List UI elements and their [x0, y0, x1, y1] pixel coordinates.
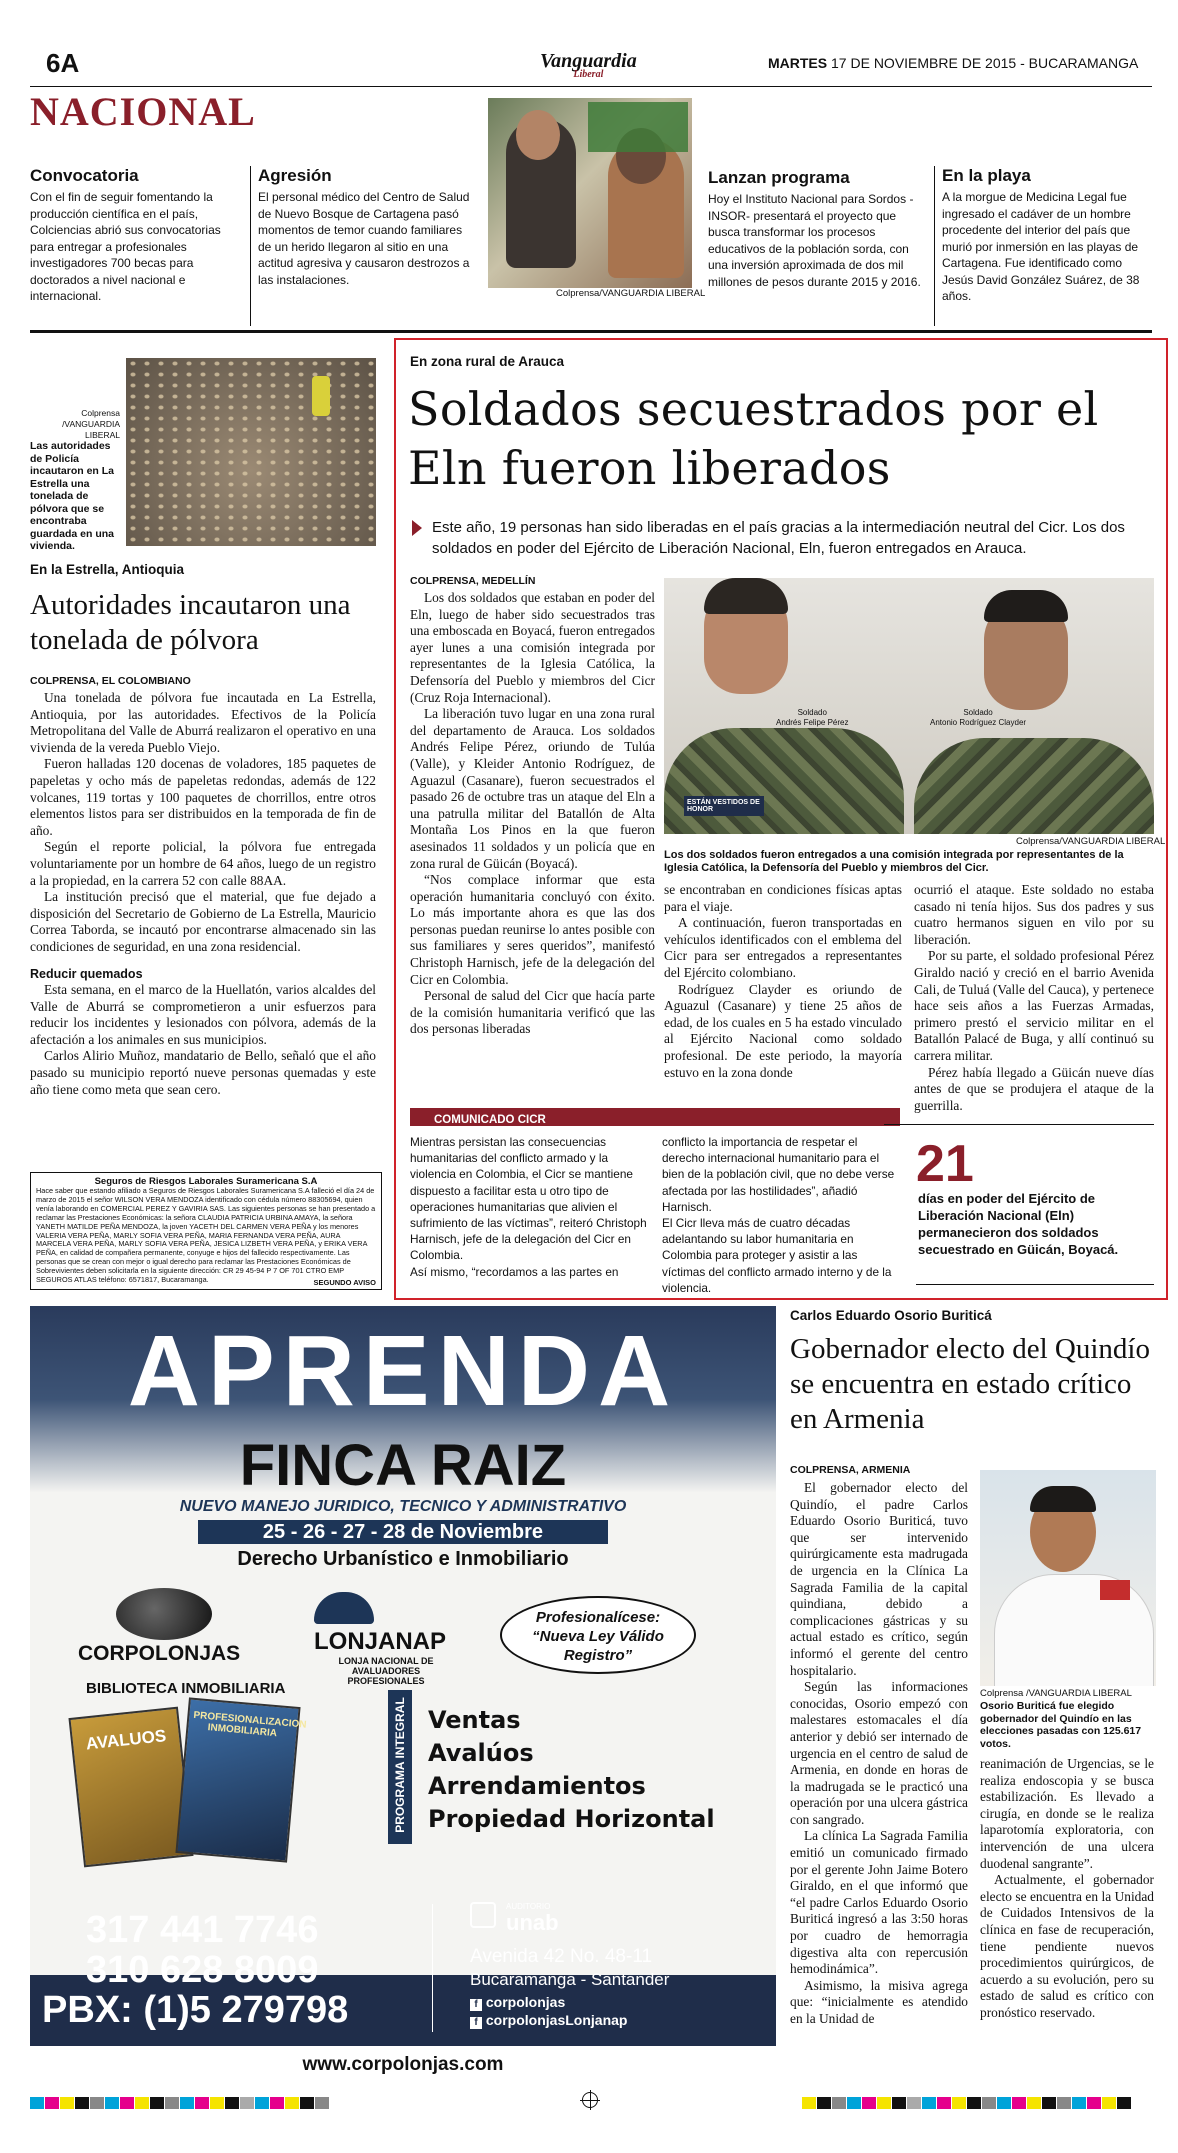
- page-number: 6A: [46, 48, 80, 78]
- sign-language-photo: [488, 98, 692, 288]
- governor-photo: [980, 1470, 1156, 1686]
- ad-library: BIBLIOTECA INMOBILIARIA: [86, 1680, 286, 1697]
- gov-col-1: [790, 1480, 968, 2028]
- main-col-2: [664, 882, 902, 1081]
- ad-pbx: PBX: (1)5 279798: [42, 1989, 349, 2031]
- comunicado-title: COMUNICADO CICR: [434, 1114, 546, 1126]
- book-title: PROFESIONALIZACION INMOBILIARIA: [192, 1709, 307, 1740]
- unab-logo: [470, 1902, 496, 1928]
- paragraph: Los dos soldados que estaban en poder del Eln, luego de haber sido secuestrados tras una emboscada en Boyacá, fueron entregados ayer lunes a una comisión integrada por representantes de la Iglesia Católica, la Defensoría del Pueblo y miembros del Cicr (Cruz Roja Internacional).: [410, 590, 655, 705]
- ad-address: Avenida 42 No. 48-11: [470, 1946, 653, 1967]
- gov-col-2: [980, 1756, 1154, 2022]
- issue-day: MARTES: [768, 55, 828, 71]
- brief-en-la-playa: [942, 166, 1147, 305]
- photo-caption: Las autoridades de Policía incautaron en La Estrella una tonelada de pólvora que se encontraba guardada en una vivienda.: [30, 440, 115, 552]
- article-byline: COLPRENSA, EL COLOMBIANO: [30, 675, 191, 687]
- paragraph: reanimación de Urgencias, se le realiza endoscopia y se busca estabilización. Es llevado a cirugía, en donde se le realiza laparotomía exploratoria, con intervención de una ulcera duodenal sangrante”.: [980, 1756, 1154, 1871]
- brand-logo: [540, 52, 637, 80]
- ad-social-1: [470, 1994, 565, 2011]
- paragraph: Fueron halladas 120 docenas de voladores, 185 paquetes de papeletas y ocho más de papeletas redondas, además de 122 volcanes, 119 tortas y 100 paquetes de chorrillos, entre otros elementos listos para ser distribuidos en la temporada de fin de año.: [30, 756, 376, 838]
- paragraph: Pérez había llegado a Güicán nueve días antes de que se produjera el ataque de la guerrilla.: [914, 1064, 1154, 1113]
- ad-item: Ventas: [428, 1706, 521, 1734]
- corpolonjas-logo: [116, 1588, 212, 1640]
- photo-caption: Los dos soldados fueron entregados a una comisión integrada por representantes de la Iglesia Católica, la Defensoría del Pueblo y miembros del Cicr.: [664, 849, 1124, 874]
- ad-phone-1: 317 441 7746: [86, 1909, 319, 1951]
- brief-lanzan-programa: [708, 168, 930, 290]
- brief-convocatoria: [30, 166, 242, 305]
- ad-phone-2: 310 628 8009: [86, 1949, 319, 1991]
- gov-byline: COLPRENSA, ARMENIA: [790, 1464, 911, 1476]
- brief-title: En la playa: [942, 166, 1031, 185]
- article-headline: Autoridades incautaron una tonelada de pólvora: [30, 589, 351, 656]
- brief-agresion: [258, 166, 470, 288]
- comunicado-text: Mientras persistan las consecuencias humanitarias del conflicto armado y la violencia en Colombia, el Cicr se mantiene dispuesto a facilitar esta u otro tipo de operaciones humanitarias que alivien el sufrimiento de las víctimas”, reiteró Christoph Harnisch, jefe de la delegación del Cicr en Colombia.: [410, 1135, 647, 1263]
- photo-credit: Colprensa /VANGUARDIA LIBERAL: [62, 408, 120, 440]
- ad-item: Propiedad Horizontal: [428, 1805, 715, 1833]
- stat-number: 21: [916, 1135, 974, 1193]
- ad-brand-2: LONJANAP: [314, 1628, 447, 1655]
- paragraph: Esta semana, en el marco de la Huellatón, varios alcaldes del Valle de Aburrá se comprometieron a unir esfuerzos para reducir los incidentes y lesionados con pólvora, además de la afectación a los animales en sus municipios.: [30, 982, 376, 1047]
- label-role: Soldado: [797, 708, 827, 717]
- brief-text: El personal médico del Centro de Salud de Nuevo Bosque de Cartagena pasó momentos de temor cuando familiares de un herido llegaron al sitio en una actitud agresiva y causaron destrozos a las instalaciones.: [258, 190, 470, 287]
- paragraph: A continuación, fueron transportadas en vehículos identificados con el emblema del Cicr para ser entregados a representantes del Ejército colombiano.: [664, 915, 902, 980]
- main-kicker: En zona rural de Arauca: [410, 354, 565, 369]
- ad-social-2: [470, 2012, 627, 2029]
- paragraph: Asimismo, la misiva agrega que: “inicialmente es atendido en la Unidad de: [790, 1977, 968, 2026]
- paragraph: Una tonelada de pólvora fue incautada en La Estrella, Antioquia, por las autoridades. Efectivos de la Policía Metropolitana del Valle de Aburrá realizaron el operativo en una vivienda de la vereda Pueblo Viejo.: [30, 690, 376, 755]
- ad-title: APRENDA: [127, 1315, 679, 1427]
- paragraph: “Nos complace informar que esta operación humanitaria concluyó con éxito. Lo más importante ahora es que las dos personas puedan reunirse lo antes posible con sus familiares y seres queridos”, manifestó Christoph Harnisch, jefe de la delegación del Cicr en Colombia.: [410, 872, 655, 987]
- main-col-3: [914, 882, 1154, 1114]
- comunicado-header: [410, 1108, 900, 1126]
- paragraph: ocurrió el ataque. Este soldado no estaba casado ni tenía hijos. Sus dos padres y sus cuatro hermanos siguen en vilo por su liberación.: [914, 882, 1154, 947]
- paragraph: El gobernador electo del Quindío, el padre Carlos Eduardo Osorio Buriticá, tuvo que ser intervenido quirúrgicamente esta madrugada de urgencia en la Clínica La Sagrada Familia de la capital quindiana, debido a complicaciones gástricas y su actual estado es crítico, según informó el gerente del centro hospitalario.: [790, 1480, 968, 1678]
- brief-title: Agresión: [258, 166, 332, 185]
- ad-finca-raiz: [30, 1306, 776, 2084]
- photo-credit: Colprensa /VANGUARDIA LIBERAL: [980, 1688, 1132, 1699]
- ad-tagline: NUEVO MANEJO JURIDICO, TECNICO Y ADMINISTRATIVO: [179, 1498, 627, 1515]
- main-col-1: [410, 590, 655, 1038]
- ad-subtitle: FINCA RAIZ: [239, 1433, 567, 1498]
- paragraph: Actualmente, el gobernador electo se encuentra en la Unidad de Cuidados Intensivos de la clínica en fase de recuperación, tiene pendiente nuevos procedimientos quirúrgicos, de acuerdo a su evolución, pero su estado de salud es crítico con pronóstico reservado.: [980, 1872, 1154, 2020]
- notice-footer: SEGUNDO AVISO: [313, 1278, 376, 1287]
- print-color-bar-right: [802, 2094, 1132, 2113]
- ad-dates: 25 - 26 - 27 - 28 de Noviembre: [198, 1520, 608, 1544]
- brand-sub: Liberal: [573, 69, 604, 80]
- main-headline: Soldados secuestrados por el Eln fueron liberados: [408, 382, 1099, 495]
- ad-item: Arrendamientos: [428, 1772, 646, 1800]
- ad-brand-1: CORPOLONJAS: [78, 1642, 241, 1665]
- main-byline: COLPRENSA, MEDELLÍN: [410, 575, 536, 587]
- main-deck: Este año, 19 personas han sido liberadas en el país gracias a la intermediación neutral del Cicr. Los dos soldados en poder del Ejército de Liberación Nacional, Eln, fueron entregados en Arauca.: [432, 519, 1125, 557]
- brief-text: A la morgue de Medicina Legal fue ingresado el cadáver de un hombre procedente del interior del país que murió por inmersión en las playas de Cartagena. Fue identificado como Jesús David González Suárez, de 38 años.: [942, 190, 1140, 303]
- soldiers-photo: [664, 578, 1154, 834]
- facebook-icon: f: [470, 1999, 482, 2011]
- ad-vertical-label: PROGRAMA INTEGRAL: [393, 1697, 407, 1833]
- paragraph: Personal de salud del Cicr que hacía parte de la comisión humanitaria verificó que las dos personas liberadas: [410, 988, 655, 1037]
- paragraph: Carlos Alirio Muñoz, mandatario de Bello, señaló que el año pasado su municipio reportó nueve personas quemadas y este año tiene como meta que sean cero.: [30, 1048, 376, 1097]
- ad-bubble: Profesionalícese: “Nueva Ley Válido Registro”: [500, 1596, 696, 1674]
- issue-date: [768, 55, 1138, 71]
- brief-text: Con el fin de seguir fomentando la producción científica en el país, Colciencias abrió sus convocatorias para entregar a profesionales investigadores 700 becas para doctorados a nivel nacional e internacional.: [30, 190, 221, 303]
- ad-item: Avalúos: [428, 1739, 534, 1767]
- subhead: Reducir quemados: [30, 966, 143, 981]
- section-title: NACIONAL: [30, 89, 256, 134]
- paragraph: La clínica La Sagrada Familia emitió un comunicado firmado por el gerente John Jaime Botero Giraldo, en el que informó que “el padre Carlos Eduardo Osorio Buriticá ingresó a las 3:50 horas por cuadro de hemorragia digestiva alta con repercusión hemodinámica”.: [790, 1828, 968, 1977]
- legal-notice: [30, 1172, 382, 1290]
- label-name: Andrés Felipe Pérez: [776, 718, 849, 727]
- article-kicker: En la Estrella, Antioquia: [30, 562, 185, 577]
- label-soldier-right: [930, 708, 1026, 728]
- book-profesionalizacion: [175, 1697, 307, 1862]
- brief-title: Convocatoria: [30, 166, 139, 185]
- photo-badge: ESTÁN VESTIDOS DE HONOR: [684, 796, 764, 816]
- ad-venue: unab: [506, 1910, 559, 1935]
- deck-marker: [412, 520, 422, 536]
- ad-topic: Derecho Urbanístico e Inmobiliario: [237, 1548, 569, 1570]
- ad-city: Bucaramanga - Santander: [470, 1970, 670, 1989]
- ad-brand-2-sub: LONJA NACIONAL DE AVALUADORES PROFESIONALES: [338, 1656, 434, 1686]
- book-title: AVALUOS: [84, 1726, 168, 1754]
- label-role: Soldado: [963, 708, 993, 717]
- paragraph: Según las informaciones conocidas, Osorio empezó con malestares estomacales el día anterior y debió ser internado de urgencia en el centro de salud de Armenia, en donde en horas de la madrugada se le practicó una operación por una ulcera gástrica con sangrado.: [790, 1679, 968, 1827]
- brief-text: Hoy el Instituto Nacional para Sordos - INSOR- presentará el proyecto que busca transformar los procesos educativos de la población sorda, con una inversión aproximada de dos mil millones de pesos durante 2015 y 2016.: [708, 192, 921, 289]
- gunpowder-photo: [126, 358, 376, 546]
- comunicado-col-2: [662, 1134, 902, 1296]
- paragraph: Por su parte, el soldado profesional Pérez Giraldo nació y creció en el barrio Avenida Cali, de Tuluá (Valle del Cauca), y pertenece hace seis años a las Fuerzas Armadas, primero prestó el servicio militar en el Batallón Palacé de Buga, y allí continuó su carrera militar.: [914, 948, 1154, 1063]
- ad-venue-small: AUDITORIO: [506, 1902, 551, 1911]
- social-handle: corpolonjasLonjanap: [485, 2012, 628, 2028]
- paragraph: Rodríguez Clayder es oriundo de Aguazul (Casanare) y tiene 25 años de edad, de los cuales en 5 ha estado vinculado al Ejército Nacional como soldado profesional. De este periodo, la mayoría estuvo en la zona donde: [664, 981, 902, 1080]
- lonjanap-logo: [314, 1592, 374, 1624]
- ad-url: www.corpolonjas.com: [30, 2046, 776, 2084]
- article-body: [30, 690, 376, 1098]
- brand-name: Vanguardia: [540, 50, 637, 72]
- paragraph: Según el reporte policial, la pólvora fue entregada voluntariamente por un hombre de 64 años, luego de un registro a la propiedad, en la carrera 52 con calle 88AA.: [30, 839, 376, 888]
- paragraph: se encontraban en condiciones físicas aptas para el viaje.: [664, 882, 902, 914]
- photo-credit: Colprensa/VANGUARDIA LIBERAL: [556, 288, 706, 299]
- gov-kicker: Carlos Eduardo Osorio Buriticá: [790, 1308, 992, 1323]
- photo-caption: Osorio Buriticá fue elegido gobernador del Quindío en las elecciones pasadas con 125.617 votos.: [980, 1700, 1142, 1750]
- label-soldier-left: [776, 708, 848, 728]
- comunicado-text: conflicto la importancia de respetar el derecho internacional humanitario para el bien de la población civil, que no debe verse afectada por las hostilidades”, añadió Harnisch.: [662, 1135, 895, 1214]
- comunicado-text: El Cicr lleva más de cuatro décadas adelantando su labor humanitaria en Colombia para proteger y asistir a las víctimas del conflicto armado interno y de la violencia.: [662, 1216, 892, 1295]
- print-color-bar-left: [30, 2094, 330, 2113]
- comunicado-col-1: [410, 1134, 650, 1280]
- notice-text: Hace saber que estando afiliado a Seguros de Riesgos Laborales Suramericana S.A falleció el día 24 de marzo de 2015 el señor WILSON VERA MENDOZA identificado con cédula número 88305694, quien venía laborando en COMERCIAL PEREZ Y GAVIRIA SAS. Las siguientes personas se han presentado a reclamar las Prestaciones Económicas: la señora CLAUDIA PATRICIA URBINA AMAYA, la señora YANETH MATILDE PEÑA MENDOZA, la joven YACETH DEL CARMEN VERA PEÑA y los menores VALERIA VERA PEÑA, MARLY SOFIA VERA PEÑA, MARIA FERNANDA VERA PEÑA, AURA MARCELA VERA PEÑA, MARLY SOFIA VERA PEÑA, JESICA LIZBETH VERA PEÑA, y ERIKA VERA PEÑA, en calidad de compañera permanente, conyuge e hijos del fallecido respectivamente. Las personas que se crean con mejor o igual derecho para reclamar las Prestaciones Económicas de Sobrevivientes deben solicitarla en la siguiente dirección: CR 29 45-94 P 7 OF 701 CTRO EMP SEGUROS ATLAS teléfono: 6571817, Bucaramanga.: [36, 1186, 376, 1285]
- social-handle: corpolonjas: [485, 1994, 566, 2010]
- brief-title: Lanzan programa: [708, 168, 850, 187]
- paragraph: La liberación tuvo lugar en una zona rural del departamento de Arauca. Los soldados Andrés Felipe Pérez, oriundo de Tulúa (Valle), y Kleider Antonio Rodríguez, de Aguazul (Casanare), fueron secuestrados el pasado 26 de octubre tras un ataque del Eln a una patrulla militar del Batallón de Alta Montaña Los Pinos en la que fueron asesinados 11 soldados y un policía que en zona rural de Güicán (Boyacá).: [410, 706, 655, 871]
- issue-date-rest: 17 DE NOVIEMBRE DE 2015 - BUCARAMANGA: [831, 55, 1139, 71]
- gov-headline: Gobernador electo del Quindío se encuentra en estado crítico en Armenia: [790, 1333, 1150, 1435]
- label-name: Antonio Rodríguez Clayder: [930, 718, 1027, 727]
- notice-title: Seguros de Riesgos Laborales Suramericana S.A: [94, 1176, 318, 1187]
- facebook-icon: f: [470, 2017, 482, 2029]
- book-avaluos: [68, 1707, 193, 1868]
- photo-credit: Colprensa/VANGUARDIA LIBERAL: [1016, 836, 1166, 847]
- comunicado-text: Así mismo, “recordamos a las partes en: [410, 1264, 619, 1279]
- registration-mark-icon: [582, 2092, 598, 2108]
- paragraph: La institución precisó que el material, que fue dejado a disposición del Secretario de Gobierno de La Estrella, Mauricio Correa Taborda, se incautó por encontrarse almacenado sin las condiciones de seguridad, en una zona residencial.: [30, 889, 376, 954]
- stat-text: días en poder del Ejército de Liberación Nacional (Eln) permanecieron dos soldados secuestrado en Güicán, Boyacá.: [918, 1191, 1119, 1257]
- ad-items: [428, 1704, 715, 1836]
